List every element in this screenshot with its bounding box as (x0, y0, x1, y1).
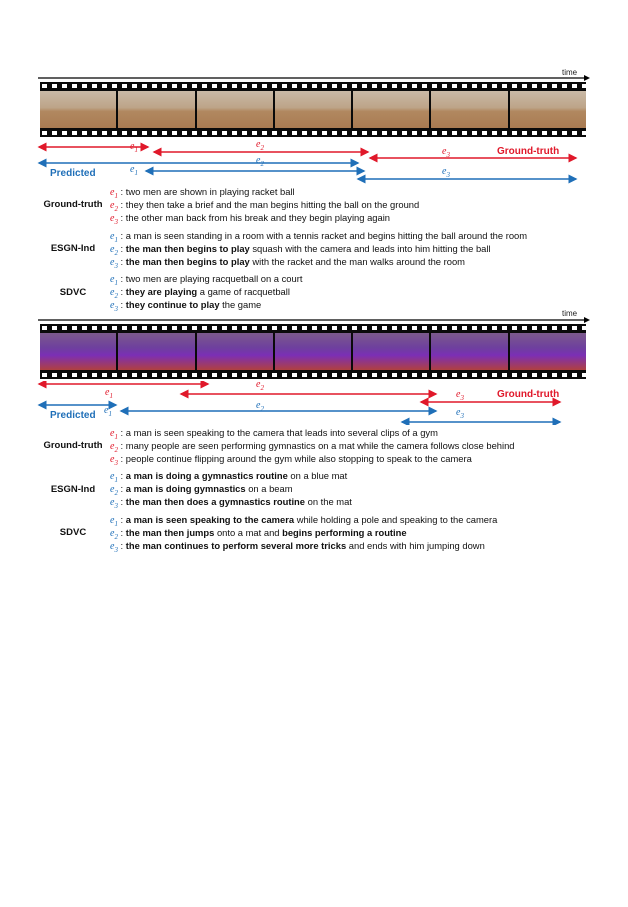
method-label-ground-truth: Ground-truth (43, 199, 103, 210)
ground-truth-legend: Ground-truth (497, 389, 560, 400)
ground-truth-legend: Ground-truth (497, 146, 560, 157)
gt-caption-2: $e_2$ : many people are seen performing gymnastics on a mat while the camera follows close behind (110, 440, 515, 454)
gt-e3-label: $e_3$ (456, 389, 464, 402)
predicted-legend: Predicted (50, 168, 96, 179)
method-label-esgn: ESGN-Ind (50, 243, 96, 254)
esgn-caption-1: $e_1$ : a man is seen standing in a room with a tennis racket and begins hitting the ball around the room (110, 230, 528, 244)
sdvc-caption-3: $e_3$ : they continue to play the game (110, 299, 262, 313)
method-label-esgn: ESGN-Ind (50, 484, 96, 495)
sdvc-caption-1: $e_1$ : a man is seen speaking to the camera while holding a pole and speaking to the camera (110, 514, 498, 528)
pred-e1-label: $e_1$ (104, 405, 112, 418)
video-frame (275, 91, 351, 128)
gt-caption-3: $e_3$ : people continue flipping around the gym while also stopping to speak to the camera (110, 453, 472, 467)
esgn-caption-3: $e_3$ : the man then begins to play with the racket and the man walks around the room (110, 256, 465, 270)
pred-e2-label: $e_2$ (256, 155, 264, 168)
gt-e2-label: $e_2$ (256, 379, 264, 392)
pred-e1-label: $e_1$ (130, 164, 138, 177)
video-frame (40, 333, 116, 370)
event-segments (36, 381, 584, 425)
method-label-sdvc: SDVC (59, 287, 87, 298)
gt-caption-3: $e_3$ : the other man back from his break and they begin playing again (110, 212, 391, 226)
gt-caption-2: $e_2$ : they then take a brief and the man begins hitting the ball on the ground (110, 199, 420, 213)
video-frames-strip (40, 324, 586, 379)
video-frame (275, 333, 351, 370)
video-frame (510, 91, 586, 128)
video-frame (197, 91, 273, 128)
gt-e3-label: $e_3$ (442, 146, 450, 159)
video-frames-strip (40, 82, 586, 137)
esgn-caption-3: $e_3$ : the man then does a gymnastics routine on the mat (110, 496, 352, 510)
video-frame (431, 91, 507, 128)
pred-e2-label: $e_2$ (256, 400, 264, 413)
gt-caption-1: $e_1$ : two men are shown in playing racket ball (110, 186, 295, 200)
sdvc-caption-3: $e_3$ : the man continues to perform several more tricks and ends with him jumping down (110, 540, 485, 554)
video-frame (510, 333, 586, 370)
esgn-caption-1: $e_1$ : a man is doing a gymnastics routine on a blue mat (110, 470, 348, 484)
pred-e3-label: $e_3$ (456, 407, 464, 420)
gt-e1-label: $e_1$ (130, 141, 138, 154)
gt-e2-label: $e_2$ (256, 139, 264, 152)
time-axis-label: time (562, 309, 578, 318)
sdvc-caption-2: $e_2$ : the man then jumps onto a mat and begins performing a routine (110, 527, 407, 541)
time-axis-label: time (562, 68, 578, 77)
esgn-caption-2: $e_2$ : a man is doing gymnastics on a beam (110, 483, 293, 497)
video-frame (118, 91, 194, 128)
gt-e1-label: $e_1$ (105, 387, 113, 400)
method-label-sdvc: SDVC (59, 527, 87, 538)
time-axis-arrow (38, 316, 590, 324)
video-frame (431, 333, 507, 370)
time-axis-arrow (38, 74, 590, 82)
gt-caption-1: $e_1$ : a man is seen speaking to the camera that leads into several clips of a gym (110, 427, 438, 441)
video-frame (353, 333, 429, 370)
video-frame (353, 91, 429, 128)
predicted-legend: Predicted (50, 410, 96, 421)
video-frame (197, 333, 273, 370)
sdvc-caption-1: $e_1$ : two men are playing racquetball on a court (110, 273, 303, 287)
method-label-ground-truth: Ground-truth (43, 440, 103, 451)
sdvc-caption-2: $e_2$ : they are playing a game of racquetball (110, 286, 290, 300)
pred-e3-label: $e_3$ (442, 166, 450, 179)
esgn-caption-2: $e_2$ : the man then begins to play squash with the camera and leads into him hitting the ball (110, 243, 491, 257)
video-frame (118, 333, 194, 370)
video-frame (40, 91, 116, 128)
